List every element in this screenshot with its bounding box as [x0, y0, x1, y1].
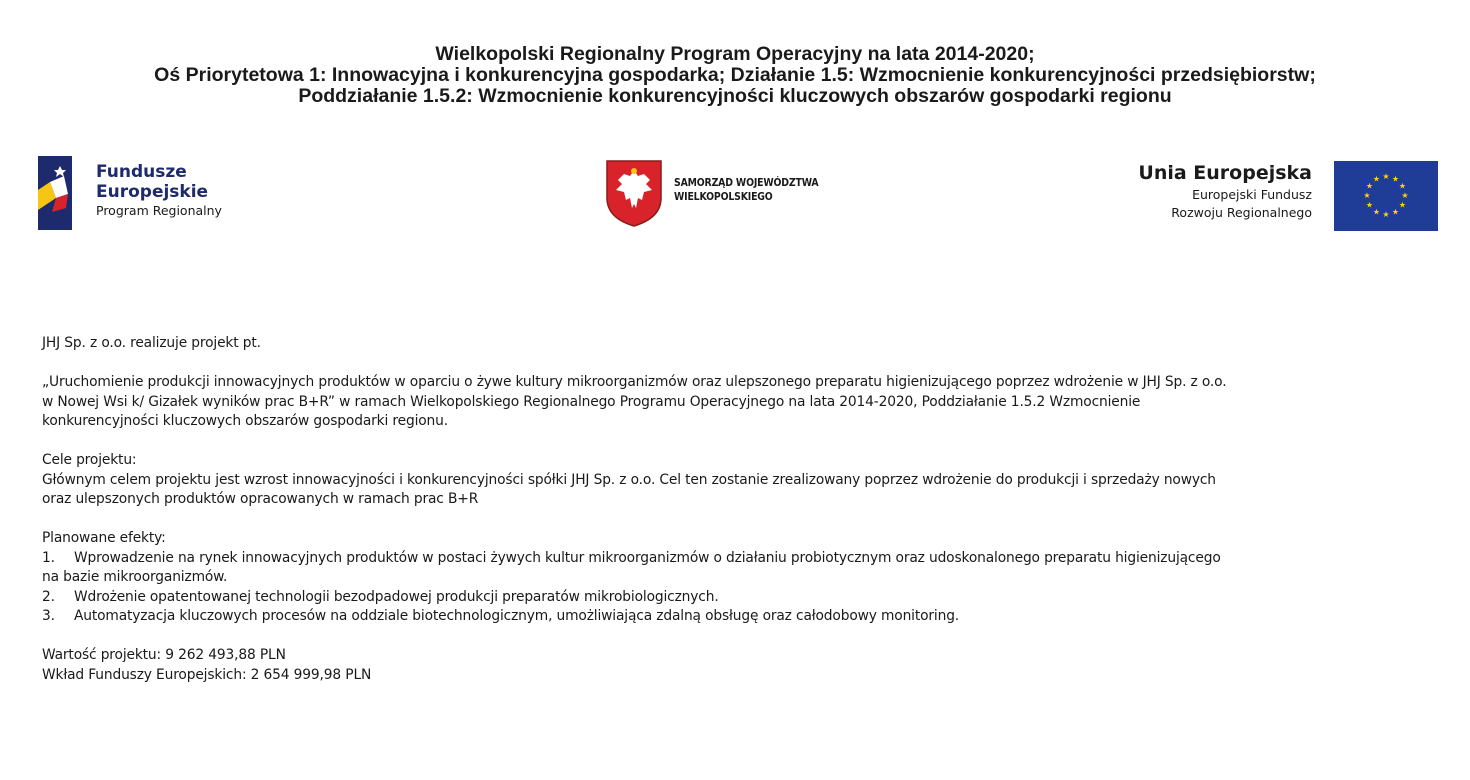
ue-title: Unia Europejska [1138, 162, 1312, 184]
ue-line-2: Europejski Fundusz [1192, 187, 1312, 202]
effect-item-1-continuation: na bazie mikroorganizmów. [42, 569, 228, 585]
svg-text:★: ★ [1398, 181, 1407, 191]
eagle-shield-icon [604, 158, 664, 228]
effects-heading: Planowane efekty: [42, 530, 166, 546]
svg-text:★: ★ [1382, 172, 1390, 181]
fe-line-1: Fundusze [96, 162, 187, 182]
unia-europejska-logo [1120, 158, 1440, 233]
project-value: Wartość projektu: 9 262 493,88 PLN [42, 647, 286, 663]
effect-number: 1. [42, 549, 55, 566]
svg-text:★: ★ [1382, 210, 1390, 219]
svg-text:★: ★ [1398, 200, 1407, 210]
effect-item-1 [42, 549, 1442, 569]
sw-line-1: SAMORZĄD WOJEWÓDZTWA [674, 176, 819, 189]
svg-text:★: ★ [1391, 174, 1400, 184]
project-description [42, 334, 1442, 685]
fundusze-europejskie-emblem [34, 154, 78, 234]
effect-text: Wdrożenie opatentowanej technologii bezodpadowej produkcji preparatów mikrobiologicznych. [74, 588, 719, 605]
project-title-line-3: konkurencyjności kluczowych obszarów gospodarki regionu. [42, 413, 448, 429]
effect-number: 2. [42, 588, 55, 605]
effect-text: Wprowadzenie na rynek innowacyjnych produktów w postaci żywych kultur mikroorganizmów o działaniu probiotycznym oraz udoskonalonego preparatu higienizującego [74, 549, 1221, 566]
effect-number: 3. [42, 608, 55, 624]
project-title-line-2: w Nowej Wsi k/ Gizałek wyników prac B+R” w ramach Wielkopolskiego Regionalnego Programu Operacyjnego na lata 2014-2020, Poddziałanie 1.5.2 Wzmocnienie [42, 393, 1141, 410]
project-title-line-1: „Uruchomienie produkcji innowacyjnych produktów w oparciu o żywe kultury mikroorganizmów oraz ulepszonego preparatu higienizującego poprzez wdrożenie w JHJ Sp. z o.o. [42, 374, 1227, 390]
svg-text:★: ★ [1372, 207, 1381, 217]
svg-text:★: ★ [1365, 200, 1374, 210]
header-line-3: Poddziałanie 1.5.2: Wzmocnienie konkurencyjności kluczowych obszarów gospodarki regionu [298, 85, 1172, 107]
svg-text:★: ★ [1391, 207, 1400, 217]
svg-text:★: ★ [1372, 174, 1381, 184]
sw-line-2: WIELKOPOLSKIEGO [674, 190, 773, 203]
samorzad-logo [604, 158, 834, 228]
goals-heading: Cele projektu: [42, 452, 137, 468]
effect-item-3 [42, 607, 1442, 627]
effect-item-2 [42, 588, 1442, 608]
svg-text:★: ★ [1363, 191, 1371, 200]
intro-text: JHJ Sp. z o.o. realizuje projekt pt. [42, 335, 261, 351]
svg-text:★: ★ [1365, 181, 1374, 191]
program-header [0, 44, 1470, 107]
effect-text: Automatyzacja kluczowych procesów na oddziale biotechnologicznym, umożliwiająca zdalną obsługę oraz całodobowy monitoring. [74, 608, 960, 624]
svg-text:★: ★ [1401, 191, 1409, 200]
ue-line-3: Rozwoju Regionalnego [1171, 205, 1312, 220]
goals-line-1: Głównym celem projektu jest wzrost innowacyjności i konkurencyjności spółki JHJ Sp. z o.o. Cel ten zostanie zrealizowany poprzez wdrożenie do produkcji i sprzedaży nowych [42, 471, 1216, 488]
eu-flag-icon [1334, 161, 1438, 231]
eu-contribution: Wkład Funduszy Europejskich: 2 654 999,98 PLN [42, 666, 372, 683]
header-line-1: Wielkopolski Regionalny Program Operacyjny na lata 2014-2020; [435, 43, 1035, 65]
goals-line-2: oraz ulepszonych produktów opracowanych w ramach prac B+R [42, 491, 479, 507]
fe-line-2: Europejskie [96, 182, 209, 202]
fe-line-3: Program Regionalny [96, 203, 222, 218]
fundusze-europejskie-logo [34, 154, 274, 234]
header-line-2: Oś Priorytetowa 1: Innowacyjna i konkurencyjna gospodarka; Działanie 1.5: Wzmocnienie konkurencyjności przedsiębiorstw; [154, 64, 1316, 86]
